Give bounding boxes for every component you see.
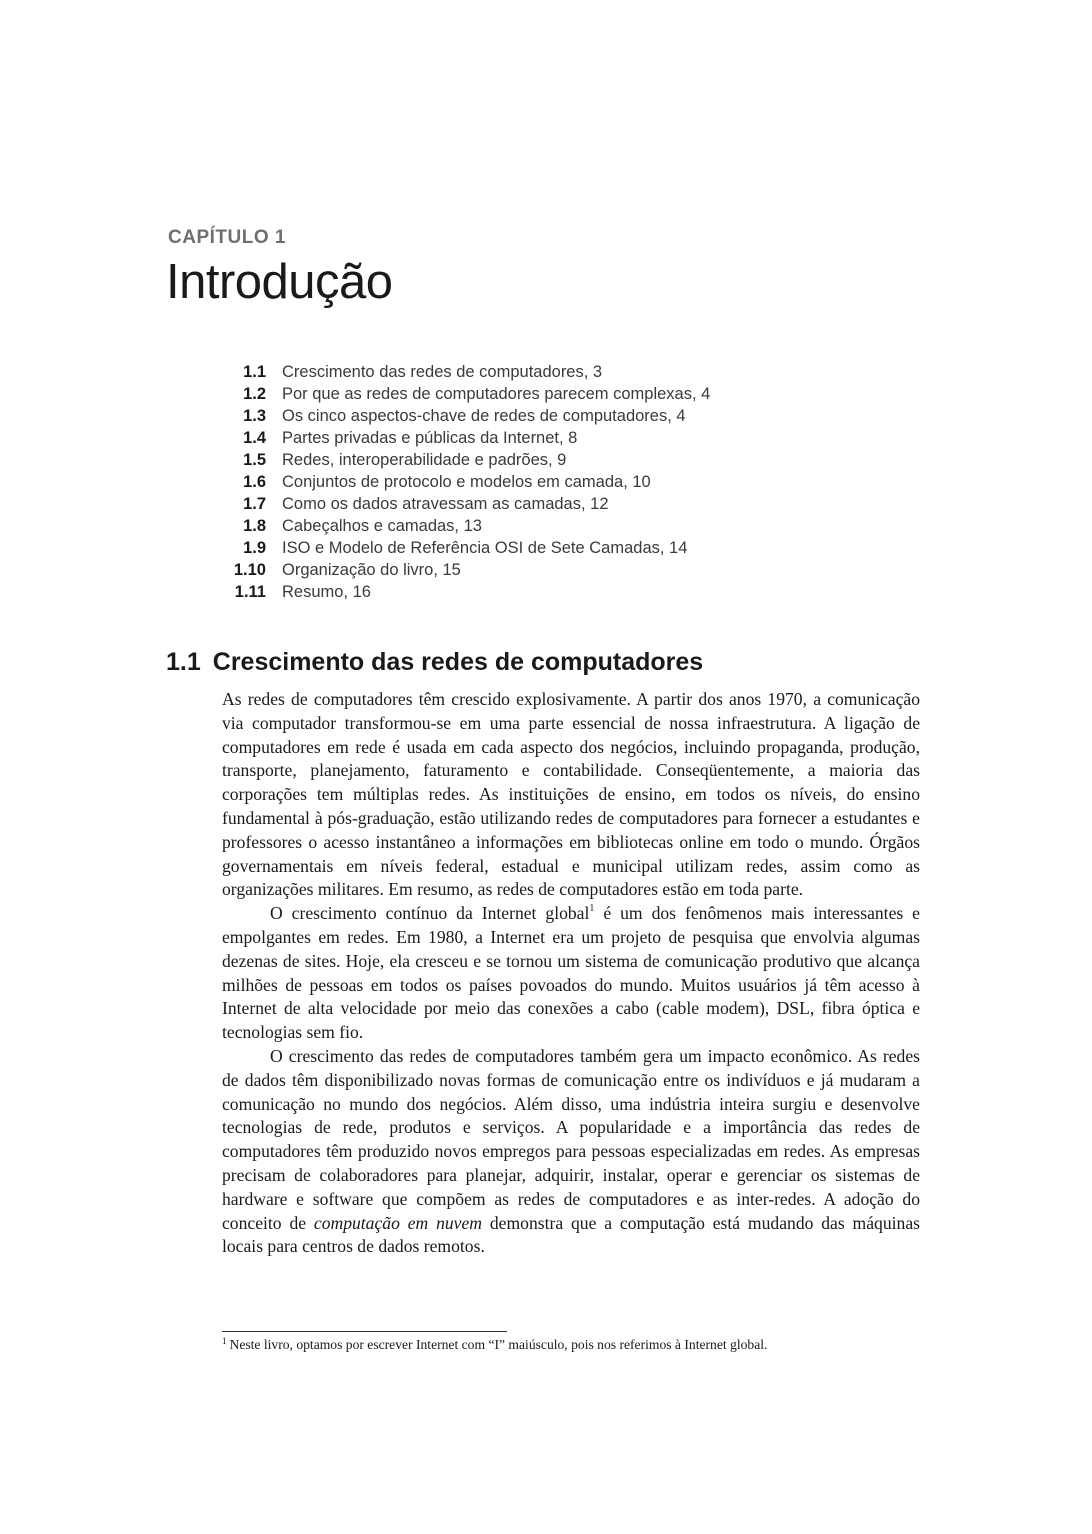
chapter-contents-list (228, 361, 710, 603)
paragraph-text: O crescimento contínuo da Internet global (270, 903, 590, 924)
paragraph-text: demonstra que a computação está mudando das máquinas locais para centros de dados remotos. (222, 1212, 920, 1257)
toc-item-text: Partes privadas e públicas da Internet, 8 (282, 429, 578, 447)
toc-item-text: Resumo, 16 (282, 583, 371, 601)
footnote (222, 1336, 942, 1354)
body-paragraph (222, 902, 920, 1045)
toc-item-text: Crescimento das redes de computadores, 3 (282, 363, 603, 381)
section-heading (166, 648, 703, 677)
toc-item-text: Por que as redes de computadores parecem complexas, 4 (282, 385, 711, 403)
toc-item-number: 1.9 (243, 539, 266, 557)
toc-item (228, 361, 710, 383)
toc-item-number: 1.5 (243, 451, 266, 469)
body-paragraph: As redes de computadores têm crescido explosivamente. A partir dos anos 1970, a comunicação via computador transformou-se em uma parte essencial de nossa infraestrutura. A ligação de computadores em rede é usada em cada aspecto dos negócios, incluindo propaganda, produção, transporte, planejamento, faturamento e contabilidade. Conseqüentemente, a maioria das corporações tem múltiplas redes. As instituições de ensino, em todos os níveis, do ensino fundamental à pós-graduação, estão utilizando redes de computadores para fornecer a estudantes e professores o acesso instantâneo a informações em bibliotecas online em todo o mundo. Órgãos governamentais em níveis federal, estadual e municipal utilizam redes, assim como as organizações militares. Em resumo, as redes de computadores estão em toda parte. (222, 689, 920, 900)
toc-item-number: 1.10 (233, 561, 266, 579)
emphasized-term: computação em nuvem (313, 1212, 483, 1233)
toc-item (228, 383, 710, 405)
chapter-title: Introdução (166, 255, 393, 309)
section-body (222, 688, 920, 1259)
toc-item (228, 405, 710, 427)
toc-item-number: 1.8 (243, 517, 266, 535)
toc-item (228, 537, 710, 559)
toc-item-text: Cabeçalhos e camadas, 13 (282, 517, 482, 535)
body-paragraph (222, 1045, 920, 1259)
toc-item (228, 493, 710, 515)
toc-item-text: Os cinco aspectos-chave de redes de computadores, 4 (282, 407, 686, 425)
toc-item (228, 449, 710, 471)
paragraph-text: O crescimento das redes de computadores também gera um impacto econômico. As redes de dados têm disponibilizado novas formas de comunicação entre os indivíduos e já mudaram a comunicação no mundo dos negócios. Além disso, uma indústria inteira surgiu e desenvolve tecnologias de rede, produtos e serviços. A popularidade e a importância das redes de computadores têm produzido novos empregos para pessoas especializadas em redes. As empresas precisam de colaboradores para planejar, adquirir, instalar, operar e gerenciar os sistemas de hardware e software que compõem as redes de computadores e as inter-redes. A adoção do conceito de (222, 1045, 920, 1233)
toc-item-number: 1.3 (243, 407, 266, 425)
toc-item (228, 515, 710, 537)
toc-item-text: Organização do livro, 15 (282, 561, 461, 579)
toc-item-number: 1.1 (243, 363, 266, 381)
footnote-divider (222, 1331, 507, 1332)
toc-item-text: ISO e Modelo de Referência OSI de Sete Camadas, 14 (282, 539, 688, 557)
toc-item-number: 1.7 (243, 495, 266, 513)
toc-item (228, 559, 710, 581)
toc-item-number: 1.6 (243, 473, 266, 491)
footnote-text: Neste livro, optamos por escrever Internet com “I” maiúsculo, pois nos referimos à Internet global. (229, 1337, 768, 1352)
toc-item (228, 471, 710, 493)
toc-item-number: 1.2 (243, 385, 266, 403)
footnote-marker: 1 (222, 1336, 227, 1346)
toc-item (228, 581, 710, 603)
section-title: Crescimento das redes de computadores (212, 648, 704, 676)
paragraph-text: é um dos fenômenos mais interessantes e empolgantes em redes. Em 1980, a Internet era um projeto de pesquisa que envolvia algumas dezenas de sites. Hoje, ela cresceu e se tornou um sistema de comunicação produtivo que alcança milhões de pessoas em todos os países povoados do mundo. Muitos usuários já têm acesso à Internet de alta velocidade por meio das conexões a cabo (cable modem), DSL, fibra óptica e tecnologias sem fio. (222, 903, 920, 1043)
toc-item-number: 1.11 (234, 583, 266, 601)
section-number: 1.1 (166, 648, 201, 676)
chapter-label: CAPÍTULO 1 (168, 227, 286, 248)
toc-item-text: Conjuntos de protocolo e modelos em camada, 10 (282, 473, 651, 491)
toc-item (228, 427, 710, 449)
toc-item-text: Como os dados atravessam as camadas, 12 (282, 495, 609, 513)
toc-item-number: 1.4 (243, 429, 266, 447)
footnote-reference: 1 (589, 903, 595, 915)
toc-item-text: Redes, interoperabilidade e padrões, 9 (282, 451, 567, 469)
